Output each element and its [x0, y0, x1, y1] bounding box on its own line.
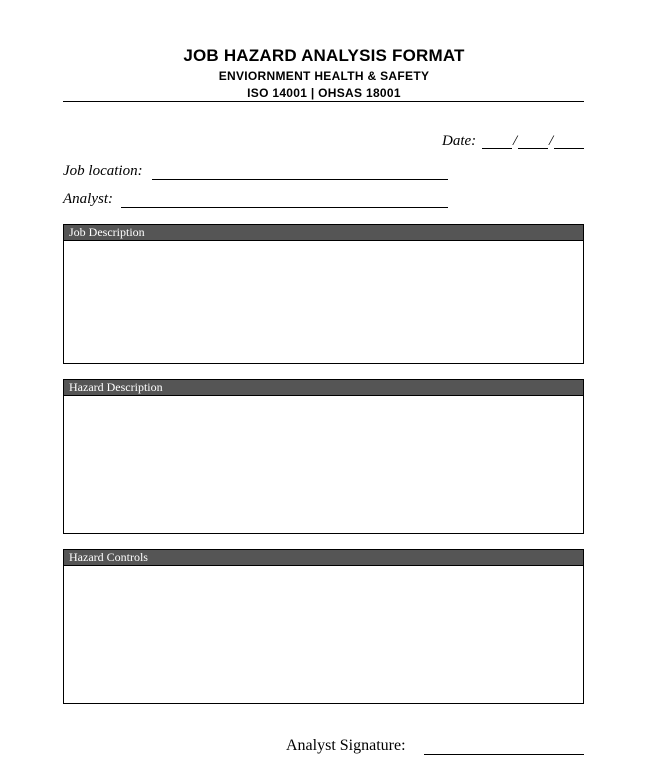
date-label: Date:: [442, 133, 477, 149]
form-subtitle-standards: ISO 14001 | OHSAS 18001: [247, 86, 401, 100]
date-separator: /: [513, 133, 518, 149]
section-header: Hazard Description: [64, 380, 583, 396]
hazard-description-section: [63, 379, 584, 534]
date-separator: /: [549, 133, 554, 149]
analyst-field[interactable]: [121, 207, 448, 208]
analyst-signature-label: Analyst Signature:: [286, 737, 406, 754]
job-description-section: [63, 224, 584, 364]
header-divider: [63, 101, 584, 102]
hazard-controls-area[interactable]: [64, 566, 583, 703]
section-header: Hazard Controls: [64, 550, 583, 566]
form-title: JOB HAZARD ANALYSIS FORMAT: [183, 46, 465, 65]
form-subtitle-department: ENVIORNMENT HEALTH & SAFETY: [218, 69, 430, 83]
section-header: Job Description: [64, 225, 583, 241]
date-month-field[interactable]: [518, 133, 548, 149]
hazard-description-area[interactable]: [64, 396, 583, 533]
job-description-area[interactable]: [64, 241, 583, 363]
job-location-field[interactable]: [152, 179, 448, 180]
hazard-controls-section: [63, 549, 584, 704]
date-year-field[interactable]: [554, 133, 584, 149]
job-location-label: Job location:: [63, 163, 143, 179]
analyst-signature-field[interactable]: [424, 754, 584, 755]
analyst-label: Analyst:: [63, 191, 113, 207]
date-day-field[interactable]: [482, 133, 512, 149]
